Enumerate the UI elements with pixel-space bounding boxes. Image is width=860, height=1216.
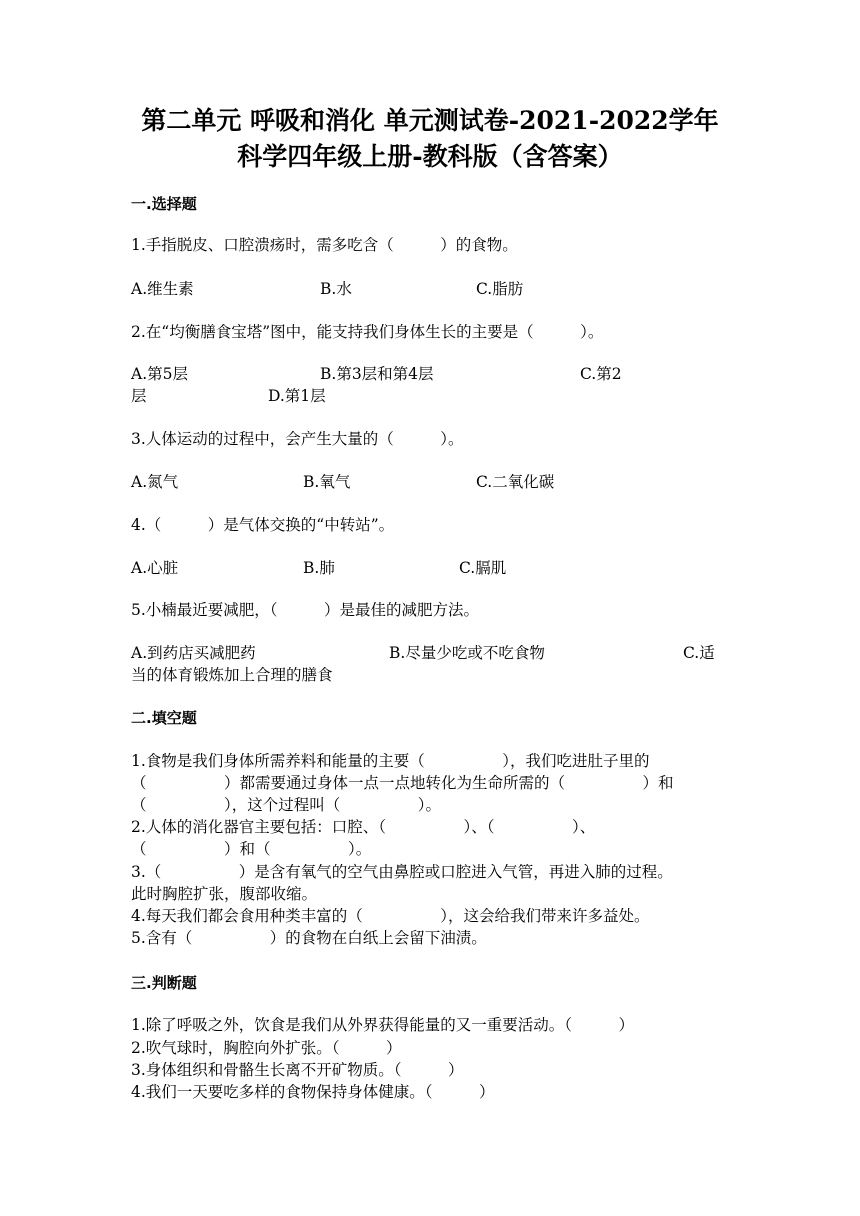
question-5-option-c: C.适 xyxy=(683,644,715,662)
document-title-line-1: 第二单元 呼吸和消化 单元测试卷-2021-2022学年 xyxy=(141,106,719,135)
question-3-text: 3.人体运动的过程中，会产生大量的（ ）。 xyxy=(131,430,464,448)
question-1-text: 1.手指脱皮、口腔溃疡时，需多吃含（ ）的食物。 xyxy=(131,236,518,254)
judge-line-3: 3.身体组织和骨骼生长离不开矿物质。（ ） xyxy=(131,1061,464,1079)
section-heading-judge: 三.判断题 xyxy=(131,974,197,992)
question-5-option-c-continued: 当的体育锻炼加上合理的膳食 xyxy=(131,666,333,684)
fill-line-7: 此时胸腔扩张，腹部收缩。 xyxy=(131,885,318,903)
fill-line-2: （ ）都需要通过身体一点一点地转化为生命所需的（ ）和 xyxy=(131,774,674,792)
section-heading-fill: 二.填空题 xyxy=(131,709,197,727)
question-2-option-b: B.第3层和第4层 xyxy=(320,365,434,383)
judge-line-4: 4.我们一天要吃多样的食物保持身体健康。（ ） xyxy=(131,1083,495,1101)
question-4-text: 4.（ ）是气体交换的“中转站”。 xyxy=(131,516,395,534)
question-3-option-b: B.氧气 xyxy=(303,473,351,491)
question-2-option-a: A.第5层 xyxy=(131,365,188,383)
question-1-option-b: B.水 xyxy=(320,280,352,298)
question-3-option-a: A.氮气 xyxy=(131,473,179,491)
question-5-option-b: B.尽量少吃或不吃食物 xyxy=(389,644,545,662)
question-2-option-c-continued: 层 xyxy=(131,387,147,405)
fill-line-8: 4.每天我们都会食用种类丰富的（ ），这会给我们带来许多益处。 xyxy=(131,907,650,925)
judge-line-2: 2.吹气球时，胸腔向外扩张。（ ） xyxy=(131,1039,402,1057)
question-4-option-a: A.心脏 xyxy=(131,559,179,577)
question-4-option-c: C.膈肌 xyxy=(459,559,507,577)
fill-line-3: （ ），这个过程叫（ ）。 xyxy=(131,796,442,814)
question-2-option-d: D.第1层 xyxy=(268,387,326,405)
question-5-option-a: A.到药店买减肥药 xyxy=(131,644,256,662)
fill-line-5: （ ）和（ ）。 xyxy=(131,840,372,858)
question-2-option-c: C.第2 xyxy=(580,365,622,383)
question-5-text: 5.小楠最近要减肥，（ ）是最佳的减肥方法。 xyxy=(131,601,480,619)
fill-line-9: 5.含有（ ）的食物在白纸上会留下油渍。 xyxy=(131,929,487,947)
section-heading-choice: 一.选择题 xyxy=(131,195,197,213)
fill-line-6: 3.（ ）是含有氧气的空气由鼻腔或口腔进入气管，再进入肺的过程。 xyxy=(131,863,673,881)
question-2-text: 2.在“均衡膳食宝塔”图中，能支持我们身体生长的主要是（ ）。 xyxy=(131,323,604,341)
question-1-option-c: C.脂肪 xyxy=(476,280,524,298)
judge-line-1: 1.除了呼吸之外，饮食是我们从外界获得能量的又一重要活动。（ ） xyxy=(131,1016,635,1034)
question-3-option-c: C.二氧化碳 xyxy=(476,473,555,491)
fill-line-1: 1.食物是我们身体所需养料和能量的主要（ ），我们吃进肚子里的 xyxy=(131,752,650,770)
document-title-line-2: 科学四年级上册-教科版（含答案） xyxy=(237,142,623,171)
question-1-option-a: A.维生素 xyxy=(131,280,194,298)
question-4-option-b: B.肺 xyxy=(303,559,335,577)
fill-line-4: 2.人体的消化器官主要包括：口腔、（ ）、（ ）、 xyxy=(131,818,596,836)
